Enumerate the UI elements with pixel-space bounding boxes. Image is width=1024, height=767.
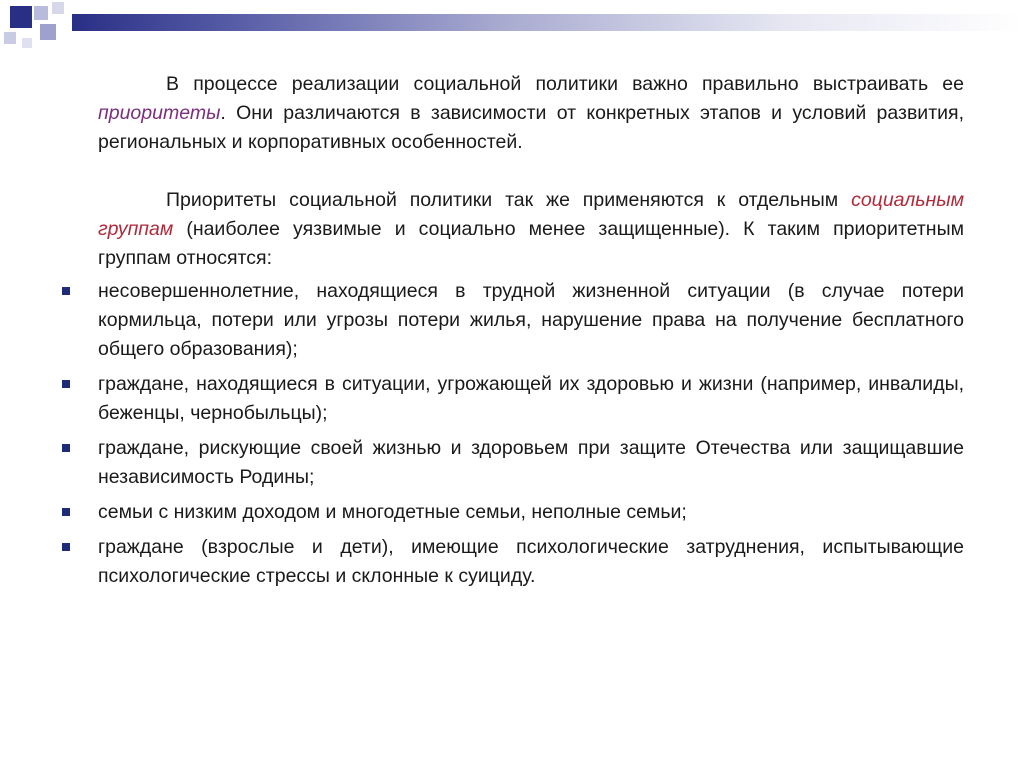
priorities-link[interactable]: приоритеты <box>98 102 221 124</box>
header-gradient-bar <box>72 14 1024 31</box>
decor-square <box>22 38 32 48</box>
list-item <box>98 498 964 527</box>
square-bullet-icon <box>62 508 70 516</box>
intro-paragraph <box>98 70 964 157</box>
list-item-text: граждане, рискующие своей жизнью и здоровьем при защите Отечества или защищавшие независимость Родины; <box>98 437 964 488</box>
header-decoration <box>0 0 1024 60</box>
decor-square <box>10 6 32 28</box>
slide-content <box>98 70 964 597</box>
list-item-text: граждане (взрослые и дети), имеющие психологические затруднения, испытывающие психологические стрессы и склонные к суициду. <box>98 536 964 587</box>
list-item-text: несовершеннолетние, находящиеся в трудной жизненной ситуации (в случае потери кормильца, потери или угрозы потери жилья, нарушение права на получение бесплатного общего образования); <box>98 280 964 360</box>
square-bullet-icon <box>62 444 70 452</box>
groups-text-before: Приоритеты социальной политики так же применяются к отдельным <box>166 189 852 211</box>
list-item <box>98 277 964 364</box>
groups-text-after: (наиболее уязвимые и социально менее защищенные). К таким приоритетным группам относятся: <box>98 218 964 269</box>
priority-groups-list <box>98 277 964 591</box>
list-item <box>98 533 964 591</box>
square-bullet-icon <box>62 287 70 295</box>
decor-square <box>34 6 48 20</box>
decor-square <box>4 32 16 44</box>
list-item <box>98 370 964 428</box>
list-item-text: граждане, находящиеся в ситуации, угрожающей их здоровью и жизни (например, инвалиды, беженцы, чернобыльцы); <box>98 373 964 424</box>
square-bullet-icon <box>62 380 70 388</box>
list-item <box>98 434 964 492</box>
social-groups-link[interactable]: социальным группам <box>98 189 964 240</box>
square-bullet-icon <box>62 543 70 551</box>
list-item-text: семьи с низким доходом и многодетные семьи, неполные семьи; <box>98 501 687 523</box>
intro-text-before: В процессе реализации социальной политики важно правильно выстраивать ее <box>166 73 964 95</box>
groups-paragraph <box>98 186 964 273</box>
decor-square <box>40 24 56 40</box>
intro-text-after: . Они различаются в зависимости от конкретных этапов и условий развития, региональных и корпоративных особенностей. <box>98 102 964 153</box>
decor-square <box>52 2 64 14</box>
